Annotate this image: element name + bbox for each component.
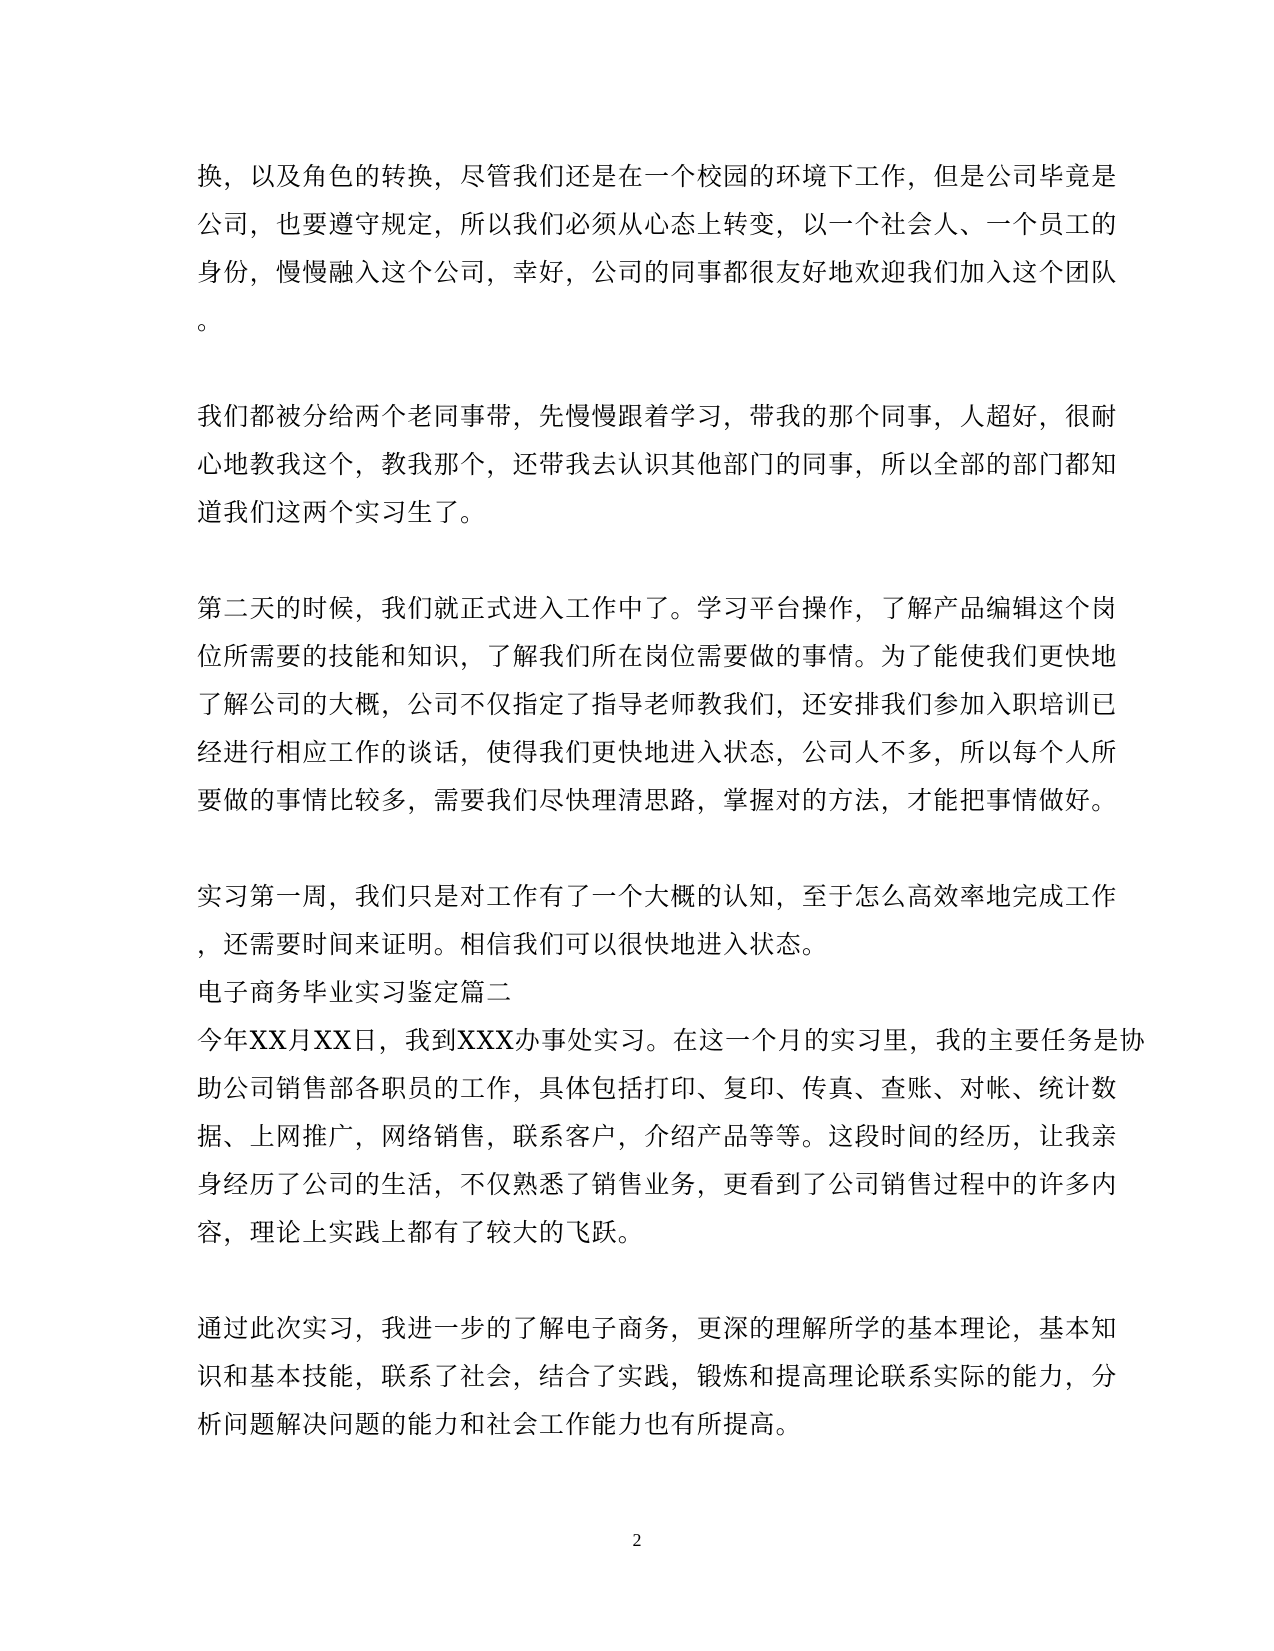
text-line: 位所需要的技能和知识，了解我们所在岗位需要做的事情。为了能使我们更快地 — [197, 642, 1118, 671]
text-line: 公司，也要遵守规定，所以我们必须从心态上转变，以一个社会人、一个员工的 — [197, 210, 1118, 239]
text-line: 了解公司的大概，公司不仅指定了指导老师教我们，还安排我们参加入职培训已 — [197, 690, 1118, 719]
page-number: 2 — [632, 1530, 642, 1550]
text-line: 容，理论上实践上都有了较大的飞跃。 — [197, 1218, 645, 1247]
text-line: 析问题解决问题的能力和社会工作能力也有所提高。 — [197, 1410, 802, 1439]
text-line: 据、上网推广，网络销售，联系客户，介绍产品等等。这段时间的经历，让我亲 — [197, 1122, 1118, 1151]
text-line: 第二天的时候，我们就正式进入工作中了。学习平台操作，了解产品编辑这个岗 — [197, 594, 1118, 623]
text-line: 心地教我这个，教我那个，还带我去认识其他部门的同事，所以全部的部门都知 — [197, 450, 1118, 479]
text-line: 助公司销售部各职员的工作，具体包括打印、复印、传真、查账、对帐、统计数 — [197, 1074, 1118, 1103]
text-line: 要做的事情比较多，需要我们尽快理清思路，掌握对的方法，才能把事情做好。 — [197, 786, 1118, 815]
text-line: 今年XX月XX日，我到XXX办事处实习。在这一个月的实习里，我的主要任务是协 — [197, 1026, 1146, 1055]
text-line: ，还需要时间来证明。相信我们可以很快地进入状态。 — [197, 930, 829, 959]
text-line: 身份，慢慢融入这个公司，幸好，公司的同事都很友好地欢迎我们加入这个团队 — [197, 258, 1118, 287]
text-line: 实习第一周，我们只是对工作有了一个大概的认知，至于怎么高效率地完成工作 — [197, 882, 1118, 911]
paragraph-gap — [197, 1257, 1077, 1305]
text-line: 身经历了公司的生活，不仅熟悉了销售业务，更看到了公司销售过程中的许多内 — [197, 1170, 1118, 1199]
text-line: 识和基本技能，联系了社会，结合了实践，锻炼和提高理论联系实际的能力，分 — [197, 1362, 1118, 1391]
text-line: 换，以及角色的转换，尽管我们还是在一个校园的环境下工作，但是公司毕竟是 — [197, 162, 1118, 191]
text-line: 道我们这两个实习生了。 — [197, 498, 487, 527]
text-line: 我们都被分给两个老同事带，先慢慢跟着学习，带我的那个同事，人超好，很耐 — [197, 402, 1118, 431]
text-line: 通过此次实习，我进一步的了解电子商务，更深的理解所学的基本理论，基本知 — [197, 1314, 1118, 1343]
paragraph-gap — [197, 345, 1077, 393]
text-line: 经进行相应工作的谈话，使得我们更快地进入状态，公司人不多，所以每个人所 — [197, 738, 1118, 767]
section-heading: 电子商务毕业实习鉴定篇二 — [197, 978, 513, 1007]
paragraph-gap — [197, 825, 1077, 873]
paragraph-gap — [197, 537, 1077, 585]
body-text — [197, 153, 1146, 1449]
text-line: 。 — [197, 306, 224, 335]
